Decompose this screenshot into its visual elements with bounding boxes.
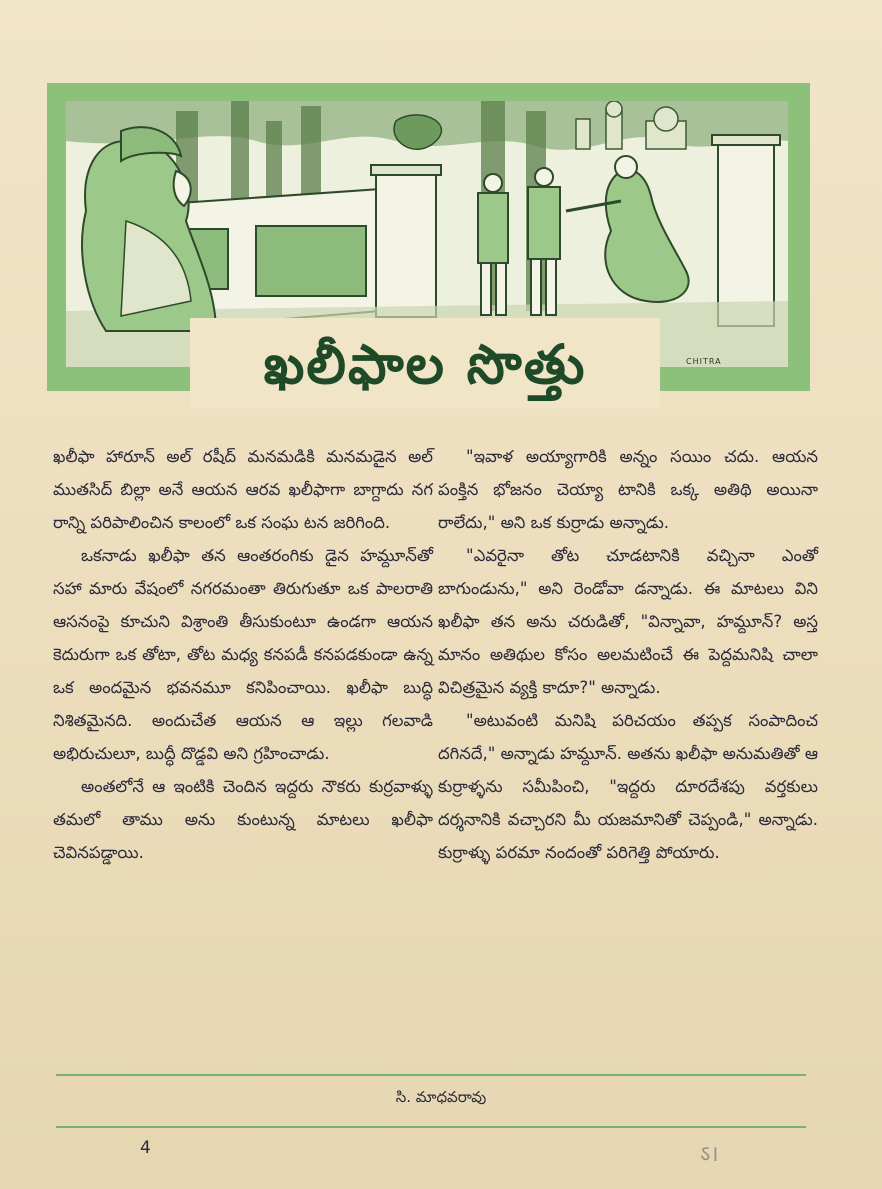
paragraph: అంతలోనే ఆ ఇంటికి చెందిన ఇద్దరు నౌకరు కుర్రవాళ్ళు తమలో తాము అను కుంటున్న మాటలు ఖలీఫా చెవినపడ్డాయి.: [53, 777, 433, 862]
story-title: ఖలీఫాల సొత్తు: [263, 333, 587, 396]
illustrator-signature: CHITRA: [686, 357, 722, 366]
paragraph: "ఎవరైనా తోట చూడటానికి వచ్చినా ఎంతో బాగుండును," అని రెండోవా డన్నాడు. ఈ మాటలు విని ఖలీఫా తన అను చరుడితో, "విన్నావా, హమ్దూన్? అస్త మానం అతిథుల కోసం అలమటించే ఈ పెద్దమనిషి చాలా విచిత్రమైన వ్యక్తి కాదూ?" అన్నాడు.: [438, 546, 818, 697]
right-column: [438, 440, 818, 869]
paragraph: "ఇవాళ అయ్యాగారికి అన్నం సయిం చదు. ఆయన పంక్తిన భోజనం చెయ్యా టానికి ఒక్క అతిథి అయినా రాలేదు," అని ఒక కుర్రాడు అన్నాడు.: [438, 447, 818, 532]
paragraph: ఒకనాడు ఖలీఫా తన ఆంతరంగికు డైన హమ్దూన్‌తో సహా మారు వేషంలో నగరమంతా తిరుగుతూ ఒక పాలరాతి ఆసనంపై కూచుని విశ్రాంతి తీసుకుంటూ ఉండగా ఆయన కెదురుగా ఒక తోటా, తోట మధ్య కనపడీ కనపడకుండా ఉన్న ఒక అందమైన భవనమూ కనిపించాయి. ఖలీఫా బుద్ధి నిశితమైనది. అందుచేత ఆయన ఆ ఇల్లు గలవాడి అభిరుచులూ, బుద్ధీ దొడ్డవి అని గ్రహించాడు.: [53, 546, 433, 763]
margin-mark: ऽ।: [700, 1142, 719, 1167]
author-byline: సి. మాధవరావు: [395, 1088, 487, 1106]
page-number: 4: [140, 1138, 151, 1158]
paragraph: "అటువంటి మనిషి పరిచయం తప్పక సంపాదించ దగినదే," అన్నాడు హమ్దూన్. అతను ఖలీఫా అనుమతితో ఆ కుర్రాళ్ళను సమీపించి, "ఇద్దరు దూరదేశపు వర్తకులు దర్శనానికి వచ్చారని మీ యజమానితో చెప్పండి," అన్నాడు. కుర్రాళ్ళు పరమా నందంతో పరిగెత్తి పోయారు.: [438, 711, 818, 862]
divider-top: [56, 1074, 806, 1076]
left-column: [53, 440, 433, 869]
divider-bottom: [56, 1126, 806, 1128]
paragraph: ఖలీఫా హారూన్ అల్ రషీద్ మనమడికి మనమడైన అల్ ముతసిద్ బిల్లా అనే ఆయన ఆరవ ఖలీఫాగా బాగ్దాదు నగ రాన్ని పరిపాలించిన కాలంలో ఒక సంఘ టన జరిగింది.: [53, 447, 433, 532]
